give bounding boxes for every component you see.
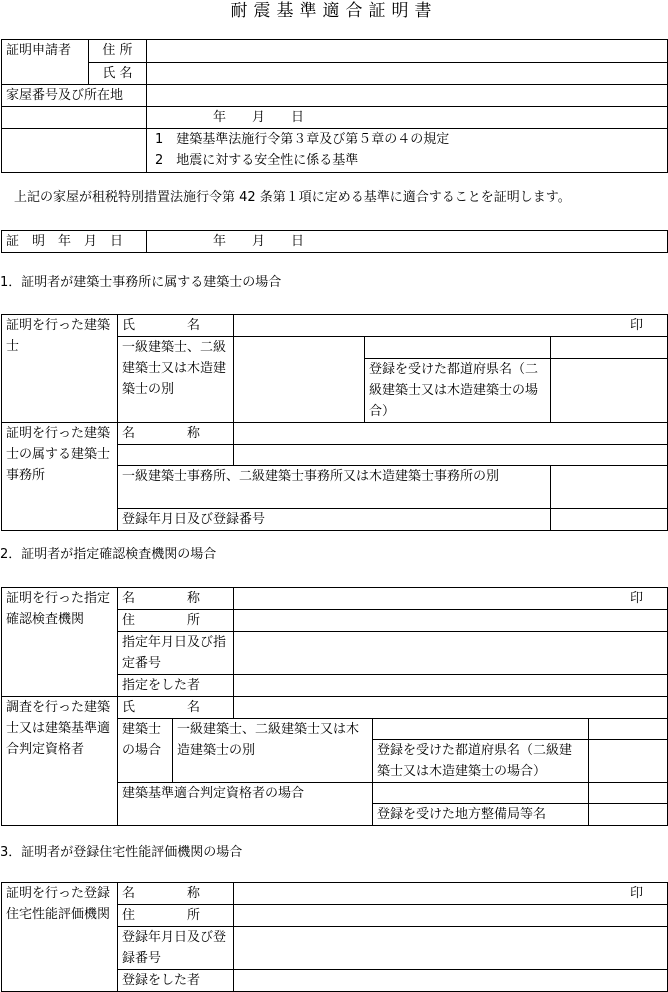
agency-label: 証明を行った指定確認検査機関 <box>2 588 118 697</box>
office-reg-label: 登録年月日及び登録番号 <box>118 509 551 531</box>
architect-name-field[interactable] <box>234 315 668 337</box>
eval-registration-label: 登録年月日及び登録番号 <box>118 927 234 970</box>
applicant-label: 証明申請者 <box>2 40 89 85</box>
investigator-label: 調査を行った建築士又は建築基準適合判定資格者 <box>2 697 118 826</box>
office-class-label: 一級建築士事務所、二級建築士事務所又は木造建築士事務所の別 <box>118 466 551 509</box>
seal-mark: 印 <box>629 886 643 901</box>
section3-table <box>1 882 668 992</box>
architect-class-field[interactable] <box>234 337 365 423</box>
date-blank-label <box>2 107 147 129</box>
house-field[interactable] <box>147 85 668 107</box>
eval-name-label: 名 称 <box>118 883 234 905</box>
judge-right-field[interactable] <box>589 783 668 804</box>
name-label: 氏 名 <box>89 63 147 85</box>
architect-class-label: 一級建築士、二級建築士又は木造建築士の別 <box>118 337 234 423</box>
section1-heading: 1．証明者が建築士事務所に属する建築士の場合 <box>0 275 282 290</box>
cert-date-value: 年 月 日 <box>213 234 305 249</box>
bureau-label: 登録を受けた地方整備局等名 <box>373 804 589 826</box>
architect-upper-field[interactable] <box>365 337 551 359</box>
architect-pref-label: 登録を受けた都道府県名（二級建築士又は木造建築士の場合） <box>365 359 551 423</box>
investigator-class-right-field[interactable] <box>589 719 668 740</box>
section3-heading: 3．証明者が登録住宅性能評価機関の場合 <box>0 845 243 860</box>
architect-upper-right-field[interactable] <box>551 337 668 359</box>
statement-text: 上記の家屋が租税特別措置法施行令第 42 条第１項に定める基準に適合することを証明します。 <box>14 190 571 205</box>
eval-agency-label: 証明を行った登録住宅性能評価機関 <box>2 883 118 992</box>
agency-name-field[interactable] <box>234 588 668 610</box>
architect-name-label: 氏 名 <box>118 315 234 337</box>
designator-field[interactable] <box>234 675 668 697</box>
office-blank-label <box>118 445 234 466</box>
investigator-name-field[interactable] <box>234 697 668 719</box>
date-placeholder: 年 月 日 <box>213 110 305 125</box>
address-field[interactable] <box>147 40 668 63</box>
standards-blank-label <box>2 129 147 173</box>
eval-address-label: 住 所 <box>118 905 234 927</box>
bureau-field[interactable] <box>589 804 668 826</box>
eval-registrar-field[interactable] <box>234 970 668 992</box>
designation-label: 指定年月日及び指定番号 <box>118 632 234 675</box>
agency-address-field[interactable] <box>234 610 668 632</box>
house-label: 家屋番号及び所在地 <box>2 85 147 107</box>
architect-pref-field[interactable] <box>551 359 668 423</box>
standard-item: 1 建築基準法施行令第３章及び第５章の４の規定 <box>155 132 450 147</box>
office-class-field[interactable] <box>551 466 668 509</box>
investigator-class-field[interactable] <box>373 719 589 740</box>
investigator-pref-field[interactable] <box>589 740 668 783</box>
eval-registrar-label: 登録をした者 <box>118 970 234 992</box>
designation-field[interactable] <box>234 632 668 675</box>
office-extra-field[interactable] <box>234 445 668 466</box>
cert-date-table <box>1 230 668 253</box>
office-name-label: 名 称 <box>118 423 234 445</box>
office-reg-field[interactable] <box>551 509 668 531</box>
seal-mark: 印 <box>630 591 644 606</box>
agency-address-label: 住 所 <box>118 610 234 632</box>
standards-cell <box>147 129 668 173</box>
judge-case-label: 建築基準適合判定資格者の場合 <box>118 783 373 826</box>
section2-heading: 2．証明者が指定確認検査機関の場合 <box>0 547 217 562</box>
architect-case-label: 建築士の場合 <box>118 719 173 783</box>
office-label: 証明を行った建築士の属する建築士事務所 <box>2 423 118 531</box>
cert-date-label: 証 明 年 月 日 <box>2 231 147 253</box>
agency-name-label: 名 称 <box>118 588 234 610</box>
investigator-class-label: 一級建築士、二級建築士又は木造建築士の別 <box>173 719 373 783</box>
date-field[interactable] <box>147 107 668 129</box>
office-name-field[interactable] <box>234 423 668 445</box>
section1-table <box>1 314 668 531</box>
seal-mark: 印 <box>630 318 644 333</box>
judge-field[interactable] <box>373 783 589 804</box>
address-label: 住 所 <box>89 40 147 63</box>
standard-item: 2 地震に対する安全性に係る基準 <box>155 153 359 168</box>
eval-address-field[interactable] <box>234 905 668 927</box>
investigator-name-label: 氏 名 <box>118 697 234 719</box>
cert-date-field[interactable] <box>147 231 668 253</box>
name-field[interactable] <box>147 63 668 85</box>
section2-table <box>1 587 668 826</box>
eval-registration-field[interactable] <box>234 927 668 970</box>
investigator-pref-label: 登録を受けた都道府県名（二級建築士又は木造建築士の場合） <box>373 740 589 783</box>
eval-name-field[interactable] <box>234 883 668 905</box>
page-title: 耐震基準適合証明書 <box>230 1 438 21</box>
designator-label: 指定をした者 <box>118 675 234 697</box>
architect-label: 証明を行った建築士 <box>2 315 118 423</box>
applicant-table <box>1 39 668 173</box>
